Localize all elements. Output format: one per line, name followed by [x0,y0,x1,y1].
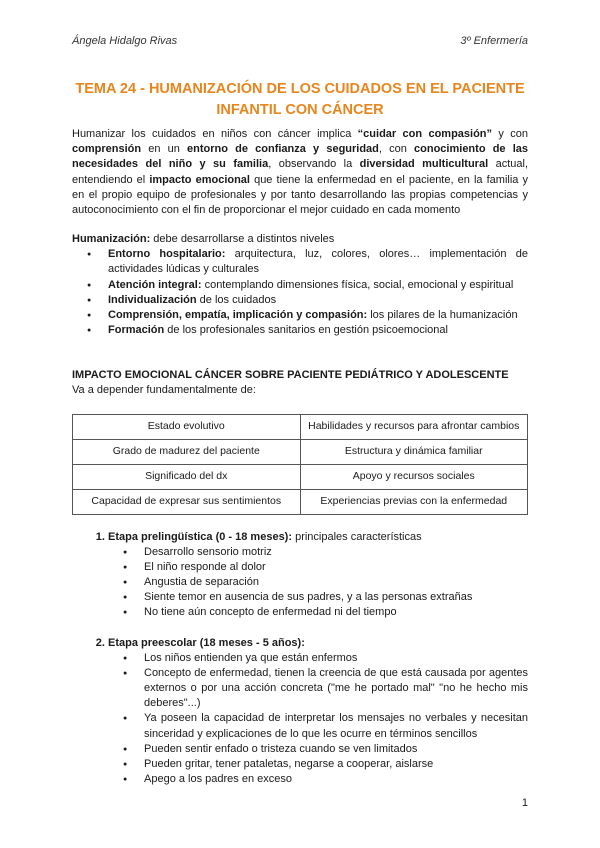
impacto-subheading: Va a depender fundamentalmente de: [72,384,256,397]
etapa-sublist [108,545,528,621]
table-cell: Habilidades y recursos para afrontar cambios [300,414,528,439]
list-item: ● Siente temor en ausencia de sus padres, y a las personas extrañas [144,590,528,605]
list-item: ● Angustia de separación [144,575,528,590]
table-cell: Capacidad de expresar sus sentimientos [73,489,301,514]
header-course: 3º Enfermería [460,35,528,47]
table-row [73,414,528,439]
list-item: ● Comprensión, empatía, implicación y compasión: los pilares de la humanización [108,308,528,323]
list-item: ● Pueden gritar, tener pataletas, negarse a cooperar, aislarse [144,757,528,772]
list-item: ● Apego a los padres en exceso [144,772,528,787]
list-item: ● Individualización de los cuidados [108,293,528,308]
list-item: ● Formación de los profesionales sanitarios en gestión psicoemocional [108,323,528,338]
header-author: Ángela Hidalgo Rivas [72,35,178,47]
factors-table [72,414,528,515]
table-cell: Grado de madurez del paciente [73,439,301,464]
table-cell: Estado evolutivo [73,414,301,439]
list-item: ● No tiene aún concepto de enfermedad ni del tiempo [144,605,528,620]
impacto-heading: IMPACTO EMOCIONAL CÁNCER SOBRE PACIENTE PEDIÁTRICO Y ADOLESCENTE [72,369,509,382]
list-item: ● Desarrollo sensorio motriz [144,545,528,560]
table-cell: Apoyo y recursos sociales [300,464,528,489]
table-row [73,464,528,489]
table-cell: Significado del dx [73,464,301,489]
list-item: ● Entorno hospitalario: arquitectura, luz, colores, olores… implementación de actividades lúdicas y culturales [108,247,528,277]
list-item: ● Atención integral: contemplando dimensiones física, social, emocional y espiritual [108,278,528,293]
list-item: ● Pueden sentir enfado o tristeza cuando se ven limitados [144,742,528,757]
etapa-item: 1. Etapa prelingüística (0 - 18 meses): principales características ● Desarrollo sensorio motriz ● El niño responde al dolor ● Angustia de separación ● Siente temor en ausencia de sus padres, y a las personas extrañas ● No tiene aún concepto de enfermedad ni del tiempo [108,530,528,621]
etapa-item: 2. Etapa preescolar (18 meses - 5 años): ● Los niños entienden ya que están enfermos ● Concepto de enfermedad, tienen la creencia de que está causada por agentes externos o por una acción concreta ("me he portado mal" "no he hecho mis deberes"...) ● Ya poseen la capacidad de interpretar los mensajes no verbales y necesitan sinceridad y explicaciones de lo que les ocurre en términos sencillos ● Pueden sentir enfado o tristeza cuando se ven limitados ● Pueden gritar, tener pataletas, negarse a cooperar, aislarse ● Apego a los padres en exceso [108,636,528,788]
table-cell: Estructura y dinámica familiar [300,439,528,464]
table-row [73,489,528,514]
intro-paragraph: Humanizar los cuidados en niños con cáncer implica “cuidar con compasión” y con comprensión en un entorno de confianza y seguridad, con conocimiento de las necesidades del niño y su familia, observando la diversidad multicultural actual, entendiendo el impacto emocional que tiene la enfermedad en el paciente, en la familia y en el propio equipo de profesionales y por tanto desarrollando las propias competencias y autoconocimiento con el fin de proporcionar el mejor cuidado en cada momento [72,128,528,216]
etapas-list [72,530,528,788]
table-cell: Experiencias previas con la enfermedad [300,489,528,514]
page-title: TEMA 24 - HUMANIZACIÓN DE LOS CUIDADOS EN EL PACIENTE INFANTIL CON CÁNCER [75,81,525,118]
table-row [73,439,528,464]
list-item: ● Ya poseen la capacidad de interpretar los mensajes no verbales y necesitan sinceridad y explicaciones de lo que les ocurre en términos sencillos [144,711,528,741]
document-body [72,127,528,802]
list-item: ● Concepto de enfermedad, tienen la creencia de que está causada por agentes externos o por una acción concreta ("me he portado mal" "no he hecho mis deberes"...) [144,666,528,712]
page-number: 1 [521,797,528,809]
humanizacion-list [72,247,528,338]
list-item: ● El niño responde al dolor [144,560,528,575]
list-item: ● Los niños entienden ya que están enfermos [144,651,528,666]
etapa-sublist [108,651,528,788]
humanizacion-heading: Humanización: debe desarrollarse a distintos niveles [72,233,335,246]
